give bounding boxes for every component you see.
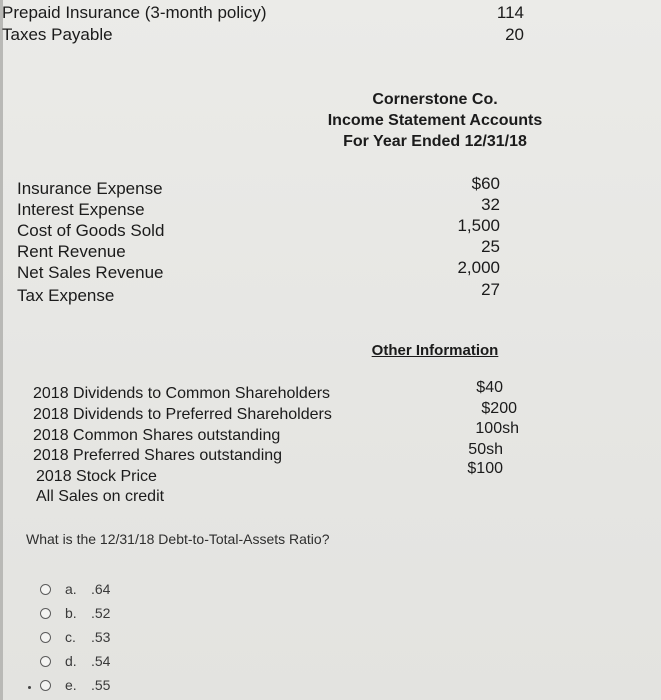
statement-period: For Year Ended 12/31/18: [343, 133, 527, 150]
choice-value: .55: [91, 677, 111, 693]
account-label: Tax Expense: [17, 286, 115, 305]
radio-button[interactable]: [40, 584, 51, 595]
account-label: Cost of Goods Sold: [17, 221, 165, 240]
account-value: 2,000: [457, 258, 500, 277]
account-label: Net Sales Revenue: [17, 263, 164, 282]
other-info-label: All Sales on credit: [36, 488, 165, 505]
account-label: Interest Expense: [17, 200, 145, 219]
account-value: 32: [481, 195, 500, 214]
radio-button[interactable]: [40, 632, 51, 643]
top-line-label: Taxes Payable: [2, 25, 113, 44]
choice-letter: e.: [65, 677, 77, 693]
other-info-value: 50sh: [468, 441, 503, 458]
radio-button[interactable]: [40, 608, 51, 619]
top-line-value: 20: [505, 25, 524, 44]
account-value: 27: [481, 280, 500, 299]
choice-letter: c.: [65, 629, 76, 645]
statement-title: Income Statement Accounts: [327, 112, 543, 129]
answer-choices: [40, 577, 110, 697]
choice-letter: d.: [65, 653, 77, 669]
other-info-value: $40: [476, 379, 503, 396]
account-value: 25: [481, 237, 500, 256]
account-label: Rent Revenue: [17, 242, 126, 261]
other-info-value: $100: [467, 460, 503, 477]
choice-e[interactable]: [40, 673, 110, 697]
other-info-heading: Other Information: [371, 342, 499, 359]
top-line-label: Prepaid Insurance (3-month policy): [2, 3, 267, 22]
choice-c[interactable]: [40, 625, 110, 649]
choice-d[interactable]: [40, 649, 110, 673]
choice-letter: b.: [65, 605, 77, 621]
account-label: Insurance Expense: [17, 179, 163, 198]
other-info-label: 2018 Dividends to Preferred Shareholders: [33, 406, 332, 423]
top-line-value: 114: [496, 3, 524, 22]
other-info-value: $200: [481, 400, 517, 417]
other-info-label: 2018 Common Shares outstanding: [33, 427, 281, 444]
choice-value: .53: [91, 629, 111, 645]
question-text: What is the 12/31/18 Debt-to-Total-Assets Ratio?: [26, 531, 330, 547]
choice-value: .54: [91, 653, 111, 669]
choice-letter: a.: [65, 581, 77, 597]
other-info-label: 2018 Preferred Shares outstanding: [33, 447, 283, 464]
company-name: Cornerstone Co.: [372, 91, 498, 108]
account-value: 1,500: [457, 216, 500, 235]
radio-button[interactable]: [40, 656, 51, 667]
choice-value: .52: [91, 605, 111, 621]
choice-b[interactable]: [40, 601, 110, 625]
account-value: $60: [471, 174, 500, 193]
other-info-label: 2018 Dividends to Common Shareholders: [33, 385, 331, 402]
stray-dot: [28, 686, 31, 689]
radio-button[interactable]: [40, 680, 51, 691]
page-edge: [0, 0, 3, 700]
choice-a[interactable]: [40, 577, 110, 601]
other-info-label: 2018 Stock Price: [36, 468, 157, 485]
other-info-value: 100sh: [475, 420, 519, 437]
choice-value: .64: [91, 581, 111, 597]
